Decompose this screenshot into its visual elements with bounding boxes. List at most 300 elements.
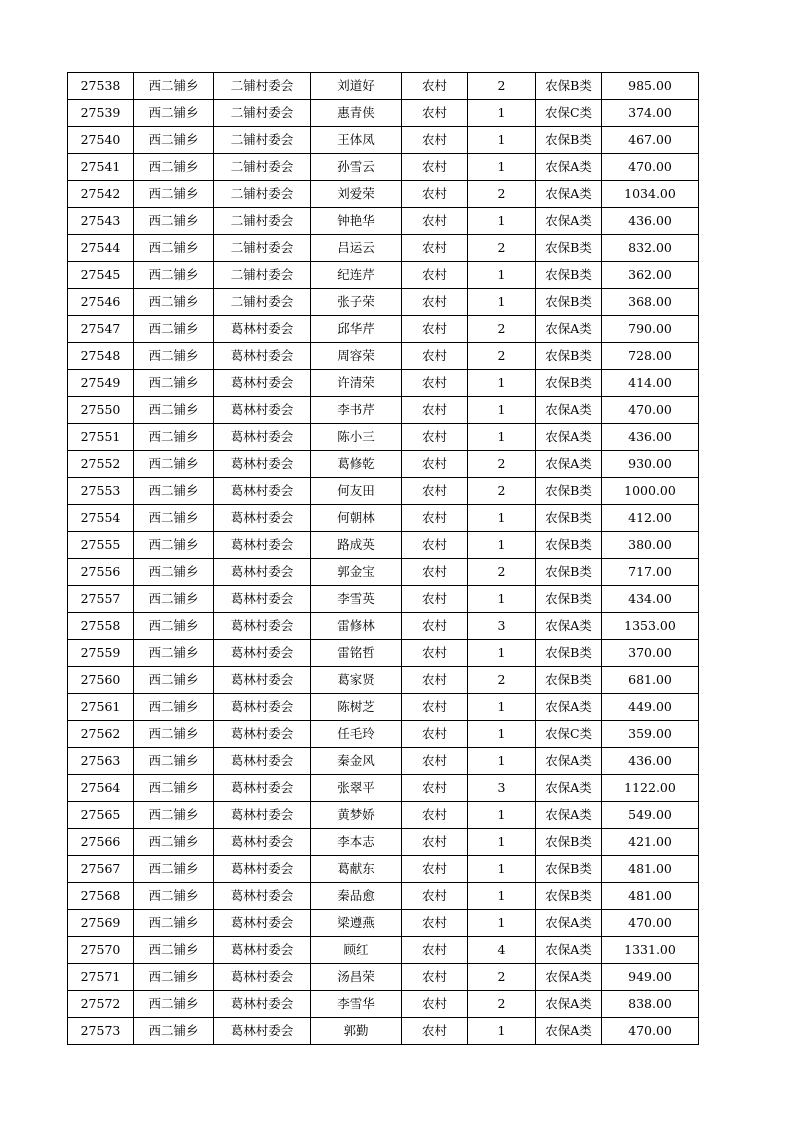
record-id-cell: 27543 [68,208,134,235]
table-row [68,613,699,640]
insurance-category-cell: 农保A类 [536,937,602,964]
insurance-category-cell: 农保A类 [536,1018,602,1045]
member-count-cell: 2 [468,478,536,505]
insurance-category-cell: 农保C类 [536,100,602,127]
township-cell: 西二铺乡 [134,640,214,667]
record-id-cell: 27571 [68,964,134,991]
table-row [68,667,699,694]
insurance-category-cell: 农保A类 [536,775,602,802]
village-committee-cell: 葛林村委会 [214,775,311,802]
name-cell: 何友田 [311,478,402,505]
township-cell: 西二铺乡 [134,802,214,829]
member-count-cell: 3 [468,775,536,802]
amount-cell: 470.00 [602,1018,699,1045]
township-cell: 西二铺乡 [134,910,214,937]
record-id-cell: 27563 [68,748,134,775]
table-row [68,100,699,127]
household-type-cell: 农村 [402,991,468,1018]
record-id-cell: 27539 [68,100,134,127]
name-cell: 李雪华 [311,991,402,1018]
insurance-category-cell: 农保A类 [536,748,602,775]
table-row [68,964,699,991]
amount-cell: 470.00 [602,154,699,181]
record-id-cell: 27555 [68,532,134,559]
insurance-category-cell: 农保A类 [536,694,602,721]
household-type-cell: 农村 [402,613,468,640]
table-row [68,829,699,856]
insurance-category-cell: 农保A类 [536,964,602,991]
insurance-category-cell: 农保A类 [536,613,602,640]
village-committee-cell: 葛林村委会 [214,964,311,991]
amount-cell: 421.00 [602,829,699,856]
member-count-cell: 2 [468,316,536,343]
insurance-category-cell: 农保B类 [536,370,602,397]
insurance-category-cell: 农保B类 [536,478,602,505]
township-cell: 西二铺乡 [134,208,214,235]
household-type-cell: 农村 [402,316,468,343]
insurance-category-cell: 农保B类 [536,586,602,613]
name-cell: 何朝林 [311,505,402,532]
record-id-cell: 27569 [68,910,134,937]
table-row [68,73,699,100]
village-committee-cell: 二铺村委会 [214,289,311,316]
record-id-cell: 27540 [68,127,134,154]
amount-cell: 434.00 [602,586,699,613]
name-cell: 汤昌荣 [311,964,402,991]
member-count-cell: 2 [468,559,536,586]
township-cell: 西二铺乡 [134,424,214,451]
name-cell: 孙雪云 [311,154,402,181]
household-type-cell: 农村 [402,964,468,991]
amount-cell: 1331.00 [602,937,699,964]
insurance-category-cell: 农保B类 [536,532,602,559]
record-id-cell: 27566 [68,829,134,856]
name-cell: 顾红 [311,937,402,964]
member-count-cell: 2 [468,667,536,694]
household-type-cell: 农村 [402,640,468,667]
amount-cell: 481.00 [602,883,699,910]
township-cell: 西二铺乡 [134,748,214,775]
household-type-cell: 农村 [402,856,468,883]
village-committee-cell: 葛林村委会 [214,883,311,910]
household-type-cell: 农村 [402,127,468,154]
insurance-category-cell: 农保A类 [536,802,602,829]
village-committee-cell: 葛林村委会 [214,721,311,748]
amount-cell: 1034.00 [602,181,699,208]
village-committee-cell: 二铺村委会 [214,262,311,289]
amount-cell: 832.00 [602,235,699,262]
village-committee-cell: 葛林村委会 [214,397,311,424]
name-cell: 许清荣 [311,370,402,397]
village-committee-cell: 葛林村委会 [214,478,311,505]
table-row [68,451,699,478]
village-committee-cell: 二铺村委会 [214,154,311,181]
township-cell: 西二铺乡 [134,559,214,586]
village-committee-cell: 二铺村委会 [214,73,311,100]
township-cell: 西二铺乡 [134,154,214,181]
records-body [68,73,699,1045]
township-cell: 西二铺乡 [134,73,214,100]
table-row [68,127,699,154]
table-row [68,505,699,532]
name-cell: 李书芹 [311,397,402,424]
name-cell: 秦金风 [311,748,402,775]
township-cell: 西二铺乡 [134,856,214,883]
insurance-category-cell: 农保B类 [536,829,602,856]
table-row [68,856,699,883]
amount-cell: 436.00 [602,208,699,235]
township-cell: 西二铺乡 [134,127,214,154]
record-id-cell: 27553 [68,478,134,505]
record-id-cell: 27564 [68,775,134,802]
name-cell: 梁遵燕 [311,910,402,937]
amount-cell: 549.00 [602,802,699,829]
household-type-cell: 农村 [402,370,468,397]
village-committee-cell: 葛林村委会 [214,937,311,964]
township-cell: 西二铺乡 [134,397,214,424]
name-cell: 张子荣 [311,289,402,316]
amount-cell: 436.00 [602,424,699,451]
table-row [68,586,699,613]
member-count-cell: 2 [468,73,536,100]
table-row [68,802,699,829]
village-committee-cell: 葛林村委会 [214,1018,311,1045]
township-cell: 西二铺乡 [134,721,214,748]
table-row [68,370,699,397]
township-cell: 西二铺乡 [134,235,214,262]
member-count-cell: 1 [468,505,536,532]
township-cell: 西二铺乡 [134,991,214,1018]
amount-cell: 414.00 [602,370,699,397]
amount-cell: 949.00 [602,964,699,991]
record-id-cell: 27560 [68,667,134,694]
member-count-cell: 1 [468,532,536,559]
name-cell: 路成英 [311,532,402,559]
amount-cell: 838.00 [602,991,699,1018]
household-type-cell: 农村 [402,802,468,829]
amount-cell: 481.00 [602,856,699,883]
record-id-cell: 27552 [68,451,134,478]
village-committee-cell: 葛林村委会 [214,802,311,829]
township-cell: 西二铺乡 [134,964,214,991]
table-row [68,937,699,964]
record-id-cell: 27568 [68,883,134,910]
table-row [68,640,699,667]
insurance-category-cell: 农保B类 [536,883,602,910]
name-cell: 周容荣 [311,343,402,370]
amount-cell: 985.00 [602,73,699,100]
record-id-cell: 27550 [68,397,134,424]
amount-cell: 728.00 [602,343,699,370]
record-id-cell: 27551 [68,424,134,451]
household-type-cell: 农村 [402,451,468,478]
amount-cell: 359.00 [602,721,699,748]
household-type-cell: 农村 [402,181,468,208]
township-cell: 西二铺乡 [134,532,214,559]
township-cell: 西二铺乡 [134,100,214,127]
village-committee-cell: 葛林村委会 [214,667,311,694]
amount-cell: 930.00 [602,451,699,478]
member-count-cell: 1 [468,100,536,127]
insurance-category-cell: 农保A类 [536,451,602,478]
table-row [68,721,699,748]
household-type-cell: 农村 [402,532,468,559]
insurance-category-cell: 农保A类 [536,424,602,451]
record-id-cell: 27538 [68,73,134,100]
table-row [68,154,699,181]
record-id-cell: 27562 [68,721,134,748]
village-committee-cell: 二铺村委会 [214,181,311,208]
table-row [68,910,699,937]
name-cell: 任毛玲 [311,721,402,748]
record-id-cell: 27558 [68,613,134,640]
amount-cell: 467.00 [602,127,699,154]
township-cell: 西二铺乡 [134,451,214,478]
name-cell: 惠青侠 [311,100,402,127]
household-type-cell: 农村 [402,478,468,505]
record-id-cell: 27573 [68,1018,134,1045]
household-type-cell: 农村 [402,100,468,127]
record-id-cell: 27541 [68,154,134,181]
village-committee-cell: 葛林村委会 [214,829,311,856]
amount-cell: 374.00 [602,100,699,127]
name-cell: 李雪英 [311,586,402,613]
member-count-cell: 1 [468,856,536,883]
name-cell: 陈小三 [311,424,402,451]
member-count-cell: 3 [468,613,536,640]
member-count-cell: 1 [468,208,536,235]
member-count-cell: 1 [468,910,536,937]
name-cell: 黄梦娇 [311,802,402,829]
township-cell: 西二铺乡 [134,370,214,397]
village-committee-cell: 葛林村委会 [214,505,311,532]
member-count-cell: 1 [468,586,536,613]
member-count-cell: 2 [468,235,536,262]
village-committee-cell: 葛林村委会 [214,910,311,937]
township-cell: 西二铺乡 [134,586,214,613]
township-cell: 西二铺乡 [134,775,214,802]
name-cell: 葛修乾 [311,451,402,478]
insurance-category-cell: 农保B类 [536,667,602,694]
insurance-category-cell: 农保A类 [536,991,602,1018]
record-id-cell: 27572 [68,991,134,1018]
name-cell: 郭勤 [311,1018,402,1045]
household-type-cell: 农村 [402,397,468,424]
insurance-category-cell: 农保B类 [536,343,602,370]
township-cell: 西二铺乡 [134,694,214,721]
member-count-cell: 2 [468,181,536,208]
village-committee-cell: 二铺村委会 [214,208,311,235]
amount-cell: 368.00 [602,289,699,316]
name-cell: 葛献东 [311,856,402,883]
village-committee-cell: 葛林村委会 [214,748,311,775]
name-cell: 纪连芹 [311,262,402,289]
table-row [68,289,699,316]
member-count-cell: 2 [468,964,536,991]
table-row [68,343,699,370]
village-committee-cell: 葛林村委会 [214,586,311,613]
table-row [68,397,699,424]
amount-cell: 681.00 [602,667,699,694]
village-committee-cell: 葛林村委会 [214,343,311,370]
member-count-cell: 1 [468,883,536,910]
insurance-category-cell: 农保A类 [536,910,602,937]
village-committee-cell: 葛林村委会 [214,694,311,721]
household-type-cell: 农村 [402,73,468,100]
record-id-cell: 27570 [68,937,134,964]
village-committee-cell: 葛林村委会 [214,424,311,451]
insurance-category-cell: 农保C类 [536,721,602,748]
village-committee-cell: 葛林村委会 [214,856,311,883]
records-table [67,72,699,1045]
village-committee-cell: 葛林村委会 [214,316,311,343]
record-id-cell: 27554 [68,505,134,532]
name-cell: 邱华芹 [311,316,402,343]
township-cell: 西二铺乡 [134,937,214,964]
household-type-cell: 农村 [402,721,468,748]
name-cell: 吕运云 [311,235,402,262]
village-committee-cell: 葛林村委会 [214,640,311,667]
household-type-cell: 农村 [402,586,468,613]
name-cell: 李本志 [311,829,402,856]
household-type-cell: 农村 [402,694,468,721]
township-cell: 西二铺乡 [134,1018,214,1045]
township-cell: 西二铺乡 [134,181,214,208]
table-row [68,883,699,910]
amount-cell: 380.00 [602,532,699,559]
township-cell: 西二铺乡 [134,829,214,856]
amount-cell: 449.00 [602,694,699,721]
table-row [68,694,699,721]
member-count-cell: 2 [468,343,536,370]
table-row [68,262,699,289]
member-count-cell: 2 [468,991,536,1018]
amount-cell: 362.00 [602,262,699,289]
insurance-category-cell: 农保B类 [536,235,602,262]
insurance-category-cell: 农保A类 [536,397,602,424]
amount-cell: 470.00 [602,910,699,937]
amount-cell: 790.00 [602,316,699,343]
member-count-cell: 1 [468,370,536,397]
table-row [68,235,699,262]
household-type-cell: 农村 [402,775,468,802]
insurance-category-cell: 农保A类 [536,154,602,181]
name-cell: 刘爱荣 [311,181,402,208]
record-id-cell: 27565 [68,802,134,829]
member-count-cell: 1 [468,154,536,181]
member-count-cell: 1 [468,424,536,451]
amount-cell: 436.00 [602,748,699,775]
township-cell: 西二铺乡 [134,316,214,343]
member-count-cell: 1 [468,397,536,424]
table-row [68,424,699,451]
township-cell: 西二铺乡 [134,505,214,532]
village-committee-cell: 葛林村委会 [214,532,311,559]
record-id-cell: 27548 [68,343,134,370]
insurance-category-cell: 农保B类 [536,640,602,667]
name-cell: 雷铭哲 [311,640,402,667]
amount-cell: 717.00 [602,559,699,586]
household-type-cell: 农村 [402,343,468,370]
table-row [68,775,699,802]
amount-cell: 470.00 [602,397,699,424]
member-count-cell: 4 [468,937,536,964]
insurance-category-cell: 农保A类 [536,316,602,343]
member-count-cell: 1 [468,802,536,829]
village-committee-cell: 葛林村委会 [214,613,311,640]
township-cell: 西二铺乡 [134,613,214,640]
township-cell: 西二铺乡 [134,262,214,289]
table-row [68,208,699,235]
household-type-cell: 农村 [402,208,468,235]
household-type-cell: 农村 [402,505,468,532]
table-row [68,316,699,343]
record-id-cell: 27557 [68,586,134,613]
record-id-cell: 27556 [68,559,134,586]
name-cell: 刘道好 [311,73,402,100]
insurance-category-cell: 农保A类 [536,208,602,235]
record-id-cell: 27546 [68,289,134,316]
insurance-category-cell: 农保A类 [536,181,602,208]
insurance-category-cell: 农保B类 [536,559,602,586]
insurance-category-cell: 农保B类 [536,262,602,289]
insurance-category-cell: 农保B类 [536,505,602,532]
record-id-cell: 27549 [68,370,134,397]
amount-cell: 1000.00 [602,478,699,505]
amount-cell: 1353.00 [602,613,699,640]
name-cell: 秦品愈 [311,883,402,910]
township-cell: 西二铺乡 [134,289,214,316]
amount-cell: 1122.00 [602,775,699,802]
member-count-cell: 1 [468,829,536,856]
household-type-cell: 农村 [402,154,468,181]
township-cell: 西二铺乡 [134,667,214,694]
amount-cell: 412.00 [602,505,699,532]
table-row [68,1018,699,1045]
member-count-cell: 1 [468,127,536,154]
village-committee-cell: 葛林村委会 [214,559,311,586]
record-id-cell: 27542 [68,181,134,208]
table-row [68,181,699,208]
table-row [68,748,699,775]
household-type-cell: 农村 [402,748,468,775]
member-count-cell: 1 [468,694,536,721]
table-row [68,532,699,559]
insurance-category-cell: 农保B类 [536,289,602,316]
member-count-cell: 1 [468,1018,536,1045]
township-cell: 西二铺乡 [134,883,214,910]
name-cell: 郭金宝 [311,559,402,586]
household-type-cell: 农村 [402,829,468,856]
household-type-cell: 农村 [402,1018,468,1045]
household-type-cell: 农村 [402,937,468,964]
name-cell: 王体凤 [311,127,402,154]
table-row [68,478,699,505]
record-id-cell: 27561 [68,694,134,721]
table-row [68,991,699,1018]
household-type-cell: 农村 [402,235,468,262]
village-committee-cell: 葛林村委会 [214,451,311,478]
household-type-cell: 农村 [402,559,468,586]
member-count-cell: 1 [468,289,536,316]
name-cell: 雷修林 [311,613,402,640]
village-committee-cell: 二铺村委会 [214,127,311,154]
household-type-cell: 农村 [402,667,468,694]
township-cell: 西二铺乡 [134,478,214,505]
record-id-cell: 27544 [68,235,134,262]
household-type-cell: 农村 [402,289,468,316]
table-row [68,559,699,586]
